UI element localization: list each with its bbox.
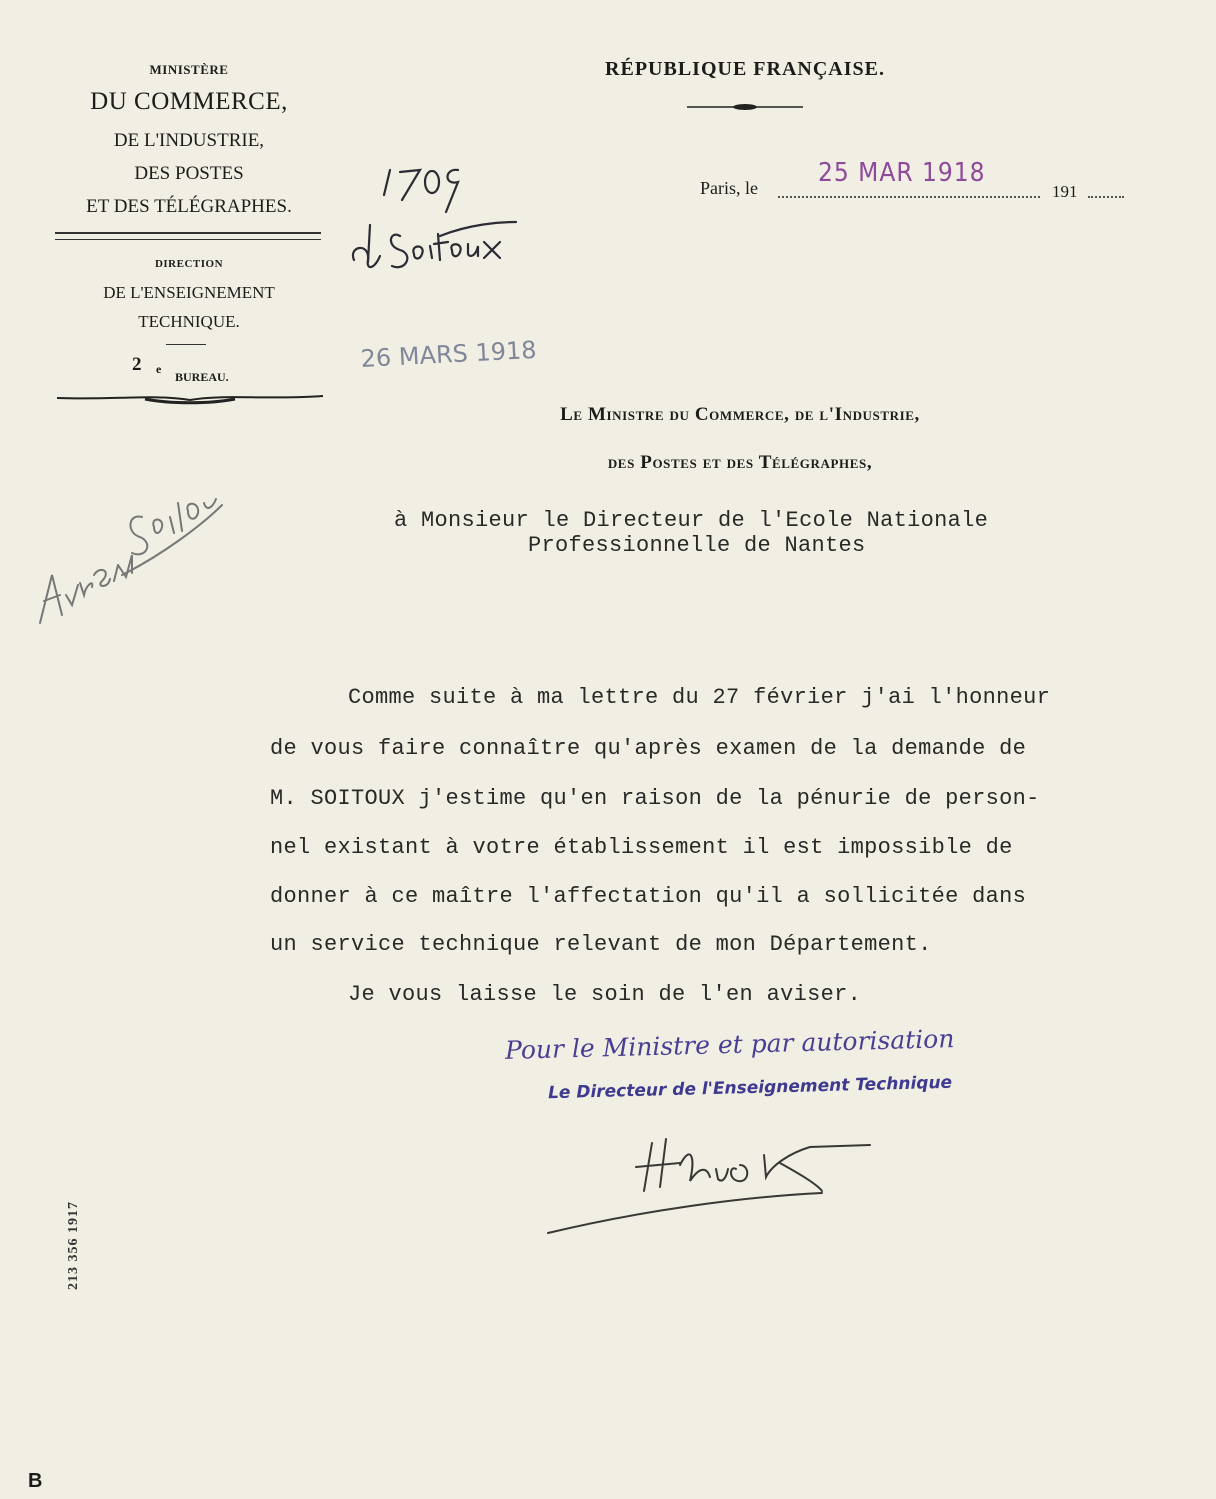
signature-stamp-line1: Pour le Ministre et par autorisation	[504, 1024, 955, 1065]
letterhead-direction: DIRECTION	[154, 258, 224, 270]
letterhead-rule	[55, 232, 321, 240]
sender-line1: Le Ministre du Commerce, de l'Industrie,	[560, 404, 920, 425]
bureau-label: BUREAU.	[175, 370, 229, 384]
body-line-5: donner à ce maître l'affectation qu'il a sollicitée dans	[270, 884, 1027, 909]
signature-stamp-line2: Le Directeur de l'Enseignement Technique	[547, 1072, 953, 1104]
republique-ornament	[685, 100, 805, 114]
date-stamp: 25 MAR 1918	[818, 158, 986, 188]
letterhead-direction-line1: DE L'ENSEIGNEMENT	[103, 283, 275, 302]
bureau-number: 2	[132, 354, 142, 375]
body-line-3: M. SOITOUX j'estime qu'en raison de la pénurie de person-	[270, 786, 1040, 811]
body-line-4: nel existant à votre établissement il est impossible de	[270, 835, 1013, 860]
recipient-line1: à Monsieur le Directeur de l'Ecole Nationale	[394, 508, 989, 533]
handwritten-signature	[540, 1125, 880, 1245]
body-line-2: de vous faire connaître qu'après examen de la demande de	[270, 736, 1027, 761]
date-year-prefix: 191	[1052, 182, 1078, 201]
republique-heading: RÉPUBLIQUE FRANÇAISE.	[605, 58, 885, 80]
body-line-6: un service technique relevant de mon Département.	[270, 932, 932, 957]
letterhead-line1: DU COMMERCE,	[90, 88, 288, 115]
handwritten-reference	[340, 150, 530, 290]
letterhead-swash	[55, 388, 325, 408]
letterhead-direction-line2: TECHNIQUE.	[138, 312, 240, 331]
printer-code: 213 356 1917	[66, 1201, 81, 1290]
letterhead-ministere: MINISTÈRE	[149, 62, 229, 77]
body-line-1: Comme suite à ma lettre du 27 février j'ai l'honneur	[348, 685, 1051, 710]
letterhead-line3: DES POSTES	[134, 163, 244, 184]
sender-line2: des Postes et des Télégraphes,	[607, 452, 873, 473]
margin-note	[22, 455, 232, 635]
letterhead-line4: ET DES TÉLÉGRAPHES.	[86, 196, 292, 217]
corner-letter: B	[28, 1470, 43, 1492]
date-year-dots	[1088, 196, 1124, 198]
date-prefix: Paris, le	[700, 178, 758, 198]
received-stamp: 26 MARS 1918	[360, 335, 538, 373]
letterhead-short-rule	[166, 344, 206, 345]
date-dotted-line	[778, 196, 1040, 198]
recipient-line2: Professionnelle de Nantes	[528, 533, 866, 558]
bureau-suffix: e	[156, 362, 162, 376]
body-closing: Je vous laisse le soin de l'en aviser.	[348, 982, 862, 1007]
letterhead-line2: DE L'INDUSTRIE,	[113, 130, 265, 151]
